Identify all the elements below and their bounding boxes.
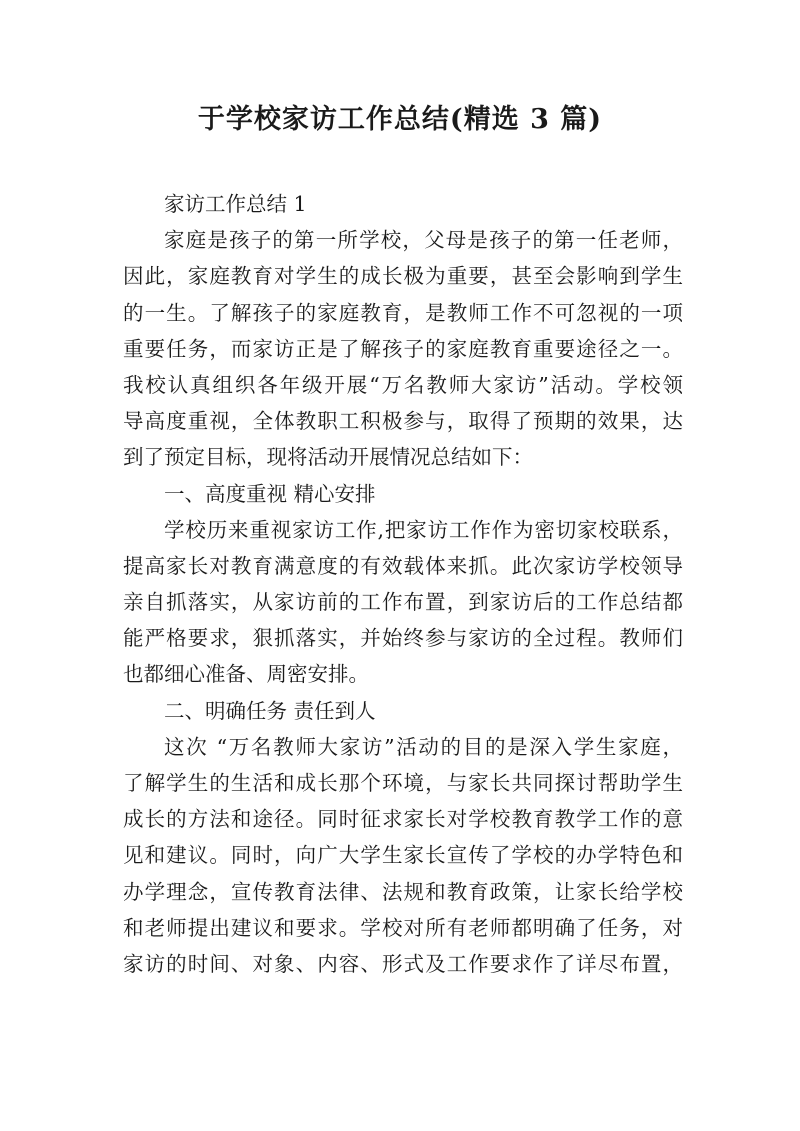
paragraph-line: 我校认真组织各年级开展“万名教师大家访”活动。学校领	[123, 372, 683, 397]
paragraph-line: 亲自抓落实，从家访前的工作布置，到家访后的工作总结都	[123, 590, 683, 615]
paragraph-line: 和老师提出建议和要求。学校对所有老师都明确了任务，对	[123, 915, 683, 940]
section-heading: 二、明确任务 责任到人	[164, 698, 376, 723]
paragraph-line: 的一生。了解孩子的家庭教育，是教师工作不可忽视的一项	[123, 300, 683, 325]
section-heading: 一、高度重视 精心安排	[164, 481, 376, 506]
document-title: 于学校家访工作总结(精选 3 篇)	[197, 104, 603, 135]
paragraph-line: 见和建议。同时，向广大学生家长宣传了学校的办学特色和	[123, 843, 683, 868]
paragraph-line: 导高度重视，全体教职工积极参与，取得了预期的效果，达	[123, 409, 683, 434]
paragraph-line: 重要任务，而家访正是了解孩子的家庭教育重要途径之一。	[123, 336, 683, 361]
paragraph-line: 到了预定目标，现将活动开展情况总结如下：	[123, 445, 533, 470]
paragraph-line: 学校历来重视家访工作,把家访工作作为密切家校联系，	[164, 517, 683, 542]
paragraph-line: 这次 “万名教师大家访”活动的目的是深入学生家庭，	[164, 734, 683, 759]
paragraph-line: 办学理念，宣传教育法律、法规和教育政策，让家长给学校	[123, 879, 683, 904]
section-heading: 家访工作总结 1	[164, 192, 307, 216]
document-body	[123, 186, 683, 982]
paragraph-line: 家庭是孩子的第一所学校，父母是孩子的第一任老师，	[164, 228, 683, 253]
paragraph-line: 因此，家庭教育对学生的成长极为重要，甚至会影响到学生	[123, 264, 683, 289]
paragraph-line: 了解学生的生活和成长那个环境，与家长共同探讨帮助学生	[123, 771, 683, 795]
paragraph-line: 家访的时间、对象、内容、形式及工作要求作了详尽布置，	[123, 951, 683, 976]
paragraph-line: 能严格要求，狠抓落实，并始终参与家访的全过程。教师们	[123, 626, 683, 651]
paragraph-line: 也都细心准备、周密安排。	[123, 662, 369, 687]
paragraph-line: 成长的方法和途径。同时征求家长对学校教育教学工作的意	[123, 807, 683, 832]
paragraph-line: 提高家长对教育满意度的有效载体来抓。此次家访学校领导	[123, 553, 683, 578]
